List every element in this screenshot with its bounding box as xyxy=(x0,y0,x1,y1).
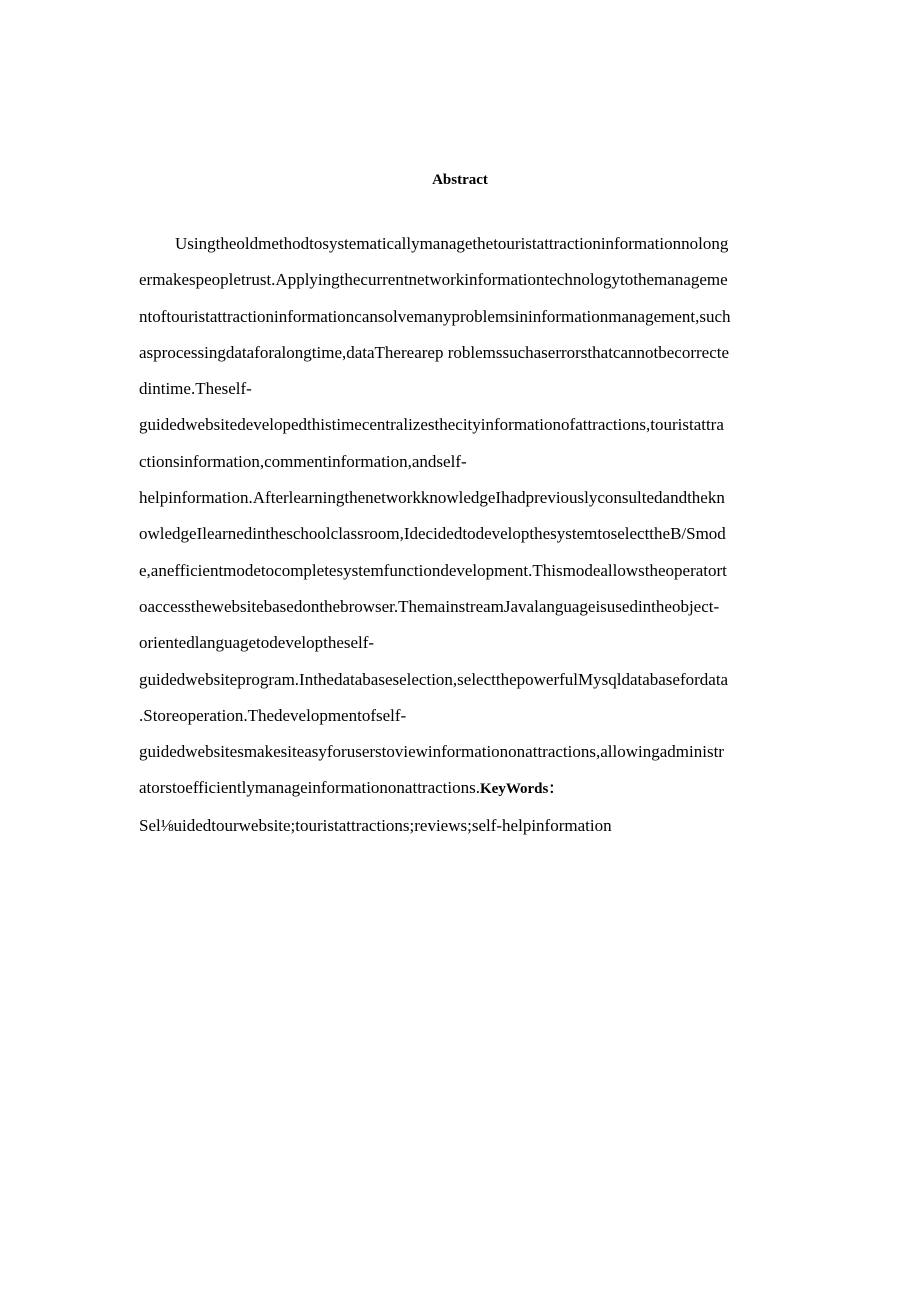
keywords-text: Sel⅛uidedtourwebsite;touristattractions;reviews;self-helpinformation xyxy=(139,816,612,835)
abstract-line: ctionsinformation,commentinformation,andself- xyxy=(139,451,467,471)
keywords-label: KeyWords： xyxy=(480,781,564,798)
abstract-body xyxy=(139,230,789,811)
abstract-line: dintime.Theself- xyxy=(139,379,252,399)
abstract-line-last xyxy=(139,774,789,810)
abstract-line: ntoftouristattractioninformationcansolvemanyproblemsininformationmanagement,such xyxy=(139,306,731,326)
abstract-line: guidedwebsitedevelopedthistimecentralizesthecityinformationofattractions,touristattra xyxy=(139,415,724,435)
abstract-line: orientedlanguagetodeveloptheself- xyxy=(139,633,375,653)
abstract-line: ermakespeopletrust.Applyingthecurrentnetworkinformationtechnologytothemanageme xyxy=(139,270,728,290)
abstract-line: asprocessingdataforalongtime,dataTherearep roblemssuchaserrorsthatcannotbecorrecte xyxy=(139,342,730,362)
abstract-line: helpinformation.AfterlearningthenetworkknowledgeIhadpreviouslyconsultedandthekn xyxy=(139,488,725,508)
abstract-title: Abstract xyxy=(432,172,488,188)
abstract-line: e,anefficientmodetocompletesystemfunctiondevelopment.Thismodeallowstheoperatort xyxy=(139,560,727,580)
abstract-line-text: atorstoefficientlymanageinformationonattractions. xyxy=(139,778,480,798)
abstract-line: oaccessthewebsitebasedonthebrowser.ThemainstreamJavalanguageisusedintheobject- xyxy=(139,596,720,616)
abstract-line: Usingtheoldmethodtosystematicallymanagethetouristattractioninformationnolong xyxy=(175,234,729,253)
abstract-line: owledgeIlearnedintheschoolclassroom,IdecidedtodevelopthesystemtoselecttheB/Smod xyxy=(139,524,726,544)
abstract-line: guidedwebsiteprogram.Inthedatabaseselection,selectthepowerfulMysqldatabasefordata xyxy=(139,669,729,689)
abstract-line: .Storeoperation.Thedevelopmentofself- xyxy=(139,705,407,725)
abstract-line: guidedwebsitesmakesiteasyforuserstoviewinformationonattractions,allowingadministr xyxy=(139,742,724,762)
